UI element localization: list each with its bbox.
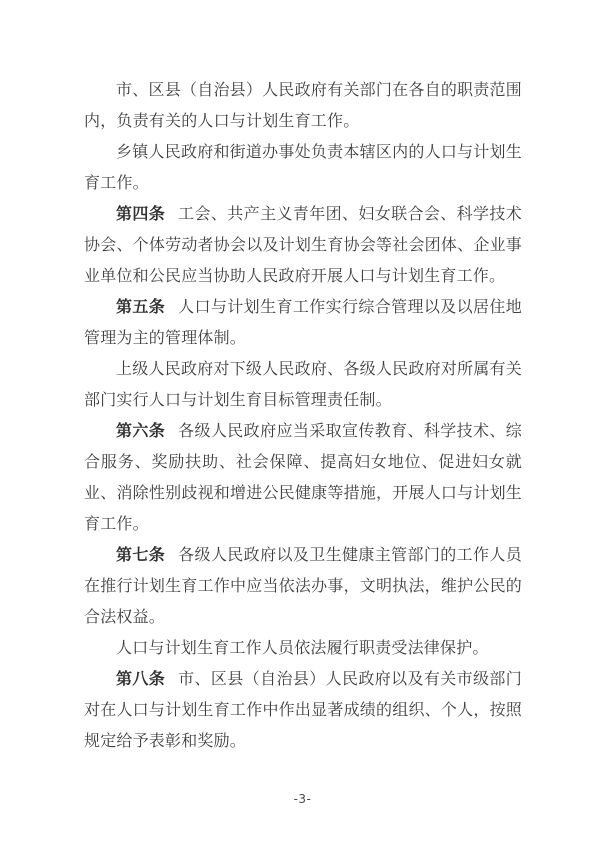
paragraph — [84, 353, 522, 415]
paragraph-text: 人口与计划生育工作实行综合管理以及以居住地管理为主的管理体制。 — [84, 297, 522, 347]
paragraph-text: 市、区县（自治县）人民政府有关部门在各自的职责范围内，负责有关的人口与计划生育工作。 — [84, 80, 522, 130]
article-label: 第四条 — [116, 204, 166, 223]
article-label: 第八条 — [116, 669, 166, 688]
paragraph-text: 乡镇人民政府和街道办事处负责本辖区内的人口与计划生育工作。 — [84, 142, 522, 192]
paragraph — [84, 539, 522, 632]
paragraph — [84, 291, 522, 353]
paragraph — [84, 663, 522, 756]
page-number: -3- — [293, 792, 312, 806]
paragraph — [84, 136, 522, 198]
paragraph-text: 上级人民政府对下级人民政府、各级人民政府对所属有关部门实行人口与计划生育目标管理责任制。 — [84, 359, 522, 409]
article-label: 第五条 — [116, 297, 166, 316]
paragraph — [84, 74, 522, 136]
paragraph — [84, 198, 522, 291]
article-label: 第六条 — [116, 421, 166, 440]
paragraph-text: 各级人民政府应当采取宣传教育、科学技术、综合服务、奖励扶助、社会保障、提高妇女地位、促进妇女就业、消除性别歧视和增进公民健康等措施，开展人口与计划生育工作。 — [84, 421, 522, 533]
paragraph-text: 各级人民政府以及卫生健康主管部门的工作人员在推行计划生育工作中应当依法办事，文明执法，维护公民的合法权益。 — [84, 545, 522, 626]
paragraph — [84, 632, 522, 663]
document-body — [84, 74, 522, 756]
paragraph — [84, 415, 522, 539]
article-label: 第七条 — [116, 545, 166, 564]
paragraph-text: 人口与计划生育工作人员依法履行职责受法律保护。 — [116, 638, 489, 657]
paragraph-text: 市、区县（自治县）人民政府以及有关市级部门对在人口与计划生育工作中作出显著成绩的组织、个人，按照规定给予表彰和奖励。 — [84, 669, 522, 750]
paragraph-text: 工会、共产主义青年团、妇女联合会、科学技术协会、个体劳动者协会以及计划生育协会等社会团体、企业事业单位和公民应当协助人民政府开展人口与计划生育工作。 — [84, 204, 522, 285]
